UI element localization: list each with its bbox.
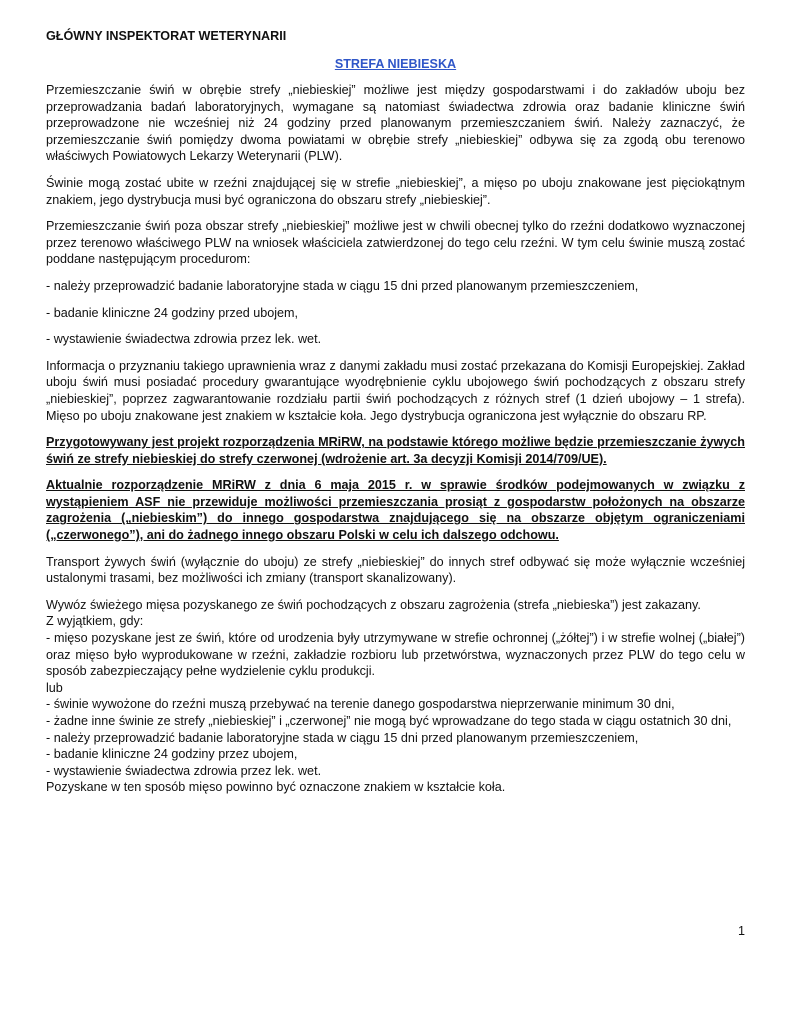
export-rule-line: - żadne inne świnie ze strefy „niebieskiej” i „czerwonej” nie mogą być wprowadzane do tego stada w ciągu ostatnich 30 dni, — [46, 714, 732, 728]
list-item: - badanie kliniczne 24 godziny przed ubojem, — [46, 305, 299, 320]
paragraph: Przemieszczanie świń poza obszar strefy „niebieskiej” możliwe jest w chwili obecnej tylko do rzeźni dodatkowo wyznaczonej przez terenowo właściwego PLW na wniosek właściciela zatwierdzonej do tego celu rzeźni. W tym celu świnie muszą zostać poddane następującym procedurom: — [46, 219, 745, 267]
paragraph: Przemieszczanie świń w obrębie strefy „niebieskiej” możliwe jest między gospodarstwami i do zakładów uboju bez przeprowadzania badań laboratoryjnych, wymagane są natomiast świadectwa zdrowia oraz badanie kliniczne świń przeprowadzone nie wcześniej niż 24 godziny przed planowanym przemieszczaniem świń. Należy zaznaczyć, że przemieszczanie świń pomiędzy dwoma powiatami w obrębie strefy „niebieskiej” odbywa się za zgodą obu terenowo właściwych Powiatowych Lekarzy Weterynarii (PLW). — [46, 83, 745, 164]
list-item: - wystawienie świadectwa zdrowia przez lek. wet. — [46, 332, 322, 347]
export-rules-block — [46, 597, 745, 796]
list-item: - należy przeprowadzić badanie laboratoryjne stada w ciągu 15 dni przed planowanym przemieszczeniem, — [46, 278, 639, 293]
export-rule-line: - należy przeprowadzić badanie laboratoryjne stada w ciągu 15 dni przed planowanym przemieszczeniem, — [46, 730, 639, 745]
export-rule-line: lub — [46, 680, 63, 695]
paragraph: Świnie mogą zostać ubite w rzeźni znajdującej się w strefie „niebieskiej”, a mięso po uboju znakowane jest pięciokątnym znakiem, jego dystrybucja musi być ograniczona do obszaru strefy „niebieskiej”. — [46, 175, 745, 207]
bold-notice: Przygotowywany jest projekt rozporządzenia MRiRW, na podstawie którego możliwe będzie przemieszczanie żywych świń ze strefy niebieskiej do strefy czerwonej (wdrożenie art. 3a decyzji Komisji 2014/709/UE). — [46, 435, 745, 466]
export-rule-line: Pozyskane w ten sposób mięso powinno być oznaczone znakiem w kształcie koła. — [46, 780, 506, 795]
export-rule-line: - wystawienie świadectwa zdrowia przez lek. wet. — [46, 763, 322, 778]
document-title: STREFA NIEBIESKA — [334, 57, 457, 71]
page-number: 1 — [737, 924, 745, 938]
paragraph: Informacja o przyznaniu takiego uprawnienia wraz z danymi zakładu musi zostać przekazana do Komisji Europejskiej. Zakład uboju świń musi posiadać procedury gwarantujące wyodrębnienie cyklu ubojowego świń pochodzących z obszaru strefy „niebieskiej”, poprzez zagwarantowanie rozdziału partii świń pochodzących z różnych stref (1 dzień ubojowy – 1 strefa). Mięso po uboju znakowane jest znakiem w kształcie koła. Jego dystrybucja ograniczona jest wyłącznie do obszaru RP. — [46, 358, 745, 423]
bold-notice: Aktualnie rozporządzenie MRiRW z dnia 6 maja 2015 r. w sprawie środków podejmowanych w związku z wystąpieniem ASF nie przewiduje możliwości przemieszczania prosiąt z gospodarstw położonych na obszarze zagrożenia („niebieskim”) do innego gospodarstwa znajdującego się na obszarze objętym ograniczeniami („czerwonego”), ani do żadnego innego obszaru Polski w celu ich dalszego odchowu. — [46, 478, 745, 543]
export-rule-line: - mięso pozyskane jest ze świń, które od urodzenia były utrzymywane w strefie ochronnej („żółtej”) i w strefie wolnej („białej”) oraz mięso było wyprodukowane w rzeźni, zakładzie rozbioru lub przetwórstwa, wyznaczonych przez PLW do tego celu w sposób zabezpieczający pełne wydzielenie cyklu produkcji. — [46, 631, 745, 679]
paragraph: Transport żywych świń (wyłącznie do uboju) ze strefy „niebieskiej” do innych stref odbywać się może wyłącznie wcześniej ustalonymi trasami, bez możliwości ich zmiany (transport skanalizowany). — [46, 554, 745, 586]
export-rule-line: Wywóz świeżego mięsa pozyskanego ze świń pochodzących z obszaru zagrożenia (strefa „niebieska”) jest zakazany. — [46, 597, 701, 612]
export-rule-line: - badanie kliniczne 24 godziny przez ubojem, — [46, 747, 298, 762]
export-rule-line: Z wyjątkiem, gdy: — [46, 614, 144, 629]
export-rule-line: - świnie wywożone do rzeźni muszą przebywać na terenie danego gospodarstwa nieprzerwanie minimum 30 dni, — [46, 697, 675, 712]
document-header: GŁÓWNY INSPEKTORAT WETERYNARII — [46, 29, 287, 43]
